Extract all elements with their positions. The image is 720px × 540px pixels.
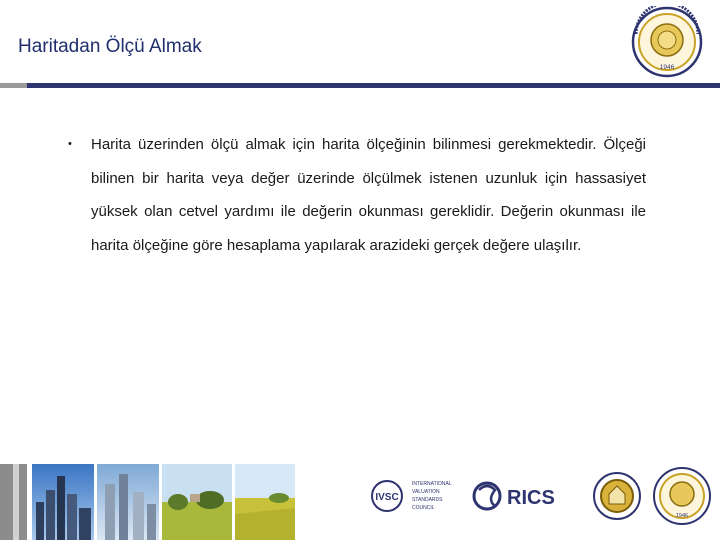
city-skyline-photo: [32, 464, 94, 540]
footer-grey-block: [0, 464, 27, 540]
logo-year: 1946: [659, 64, 675, 71]
landscape-photo: [162, 464, 232, 540]
slide-title: Haritadan Ölçü Almak: [18, 36, 202, 57]
svg-text:STANDARDS: STANDARDS: [412, 497, 443, 503]
gold-seal-logo: [594, 473, 640, 519]
svg-text:RICS: RICS: [507, 487, 555, 509]
towers-photo: [97, 464, 159, 540]
ankara-university-logo: [626, 6, 708, 78]
svg-text:IVSC: IVSC: [375, 492, 399, 503]
content-body: [68, 128, 646, 262]
bullet-text: Harita üzerinden ölçü almak için harita ölçeğinin bilinmesi gerekmektedir. Ölçeği bilinen bir harita veya değer üzerinde ölçülmek istenen uzunluk için hassasiyet yüksek olan cetvel yardımı ile değerin okunması gereklidir. Değerin okunması ile harita ölçeğine göre hesaplama yapılarak arazideki gerçek değere ulaşılır.: [91, 136, 646, 254]
bullet-marker: •: [68, 138, 72, 150]
rics-logo: [474, 483, 555, 509]
header-rule-navy: [27, 83, 720, 88]
svg-text:COUNCIL: COUNCIL: [412, 505, 435, 511]
footer-logos: [365, 464, 720, 540]
header-rule-grey: [0, 83, 27, 88]
svg-text:VALUATION: VALUATION: [412, 489, 440, 495]
svg-text:INTERNATIONAL: INTERNATIONAL: [412, 481, 452, 487]
ankara-university-footer-logo: [654, 468, 710, 524]
field-photo: [235, 464, 295, 540]
ivsc-logo: [372, 481, 452, 511]
svg-text:1946: 1946: [675, 513, 689, 519]
